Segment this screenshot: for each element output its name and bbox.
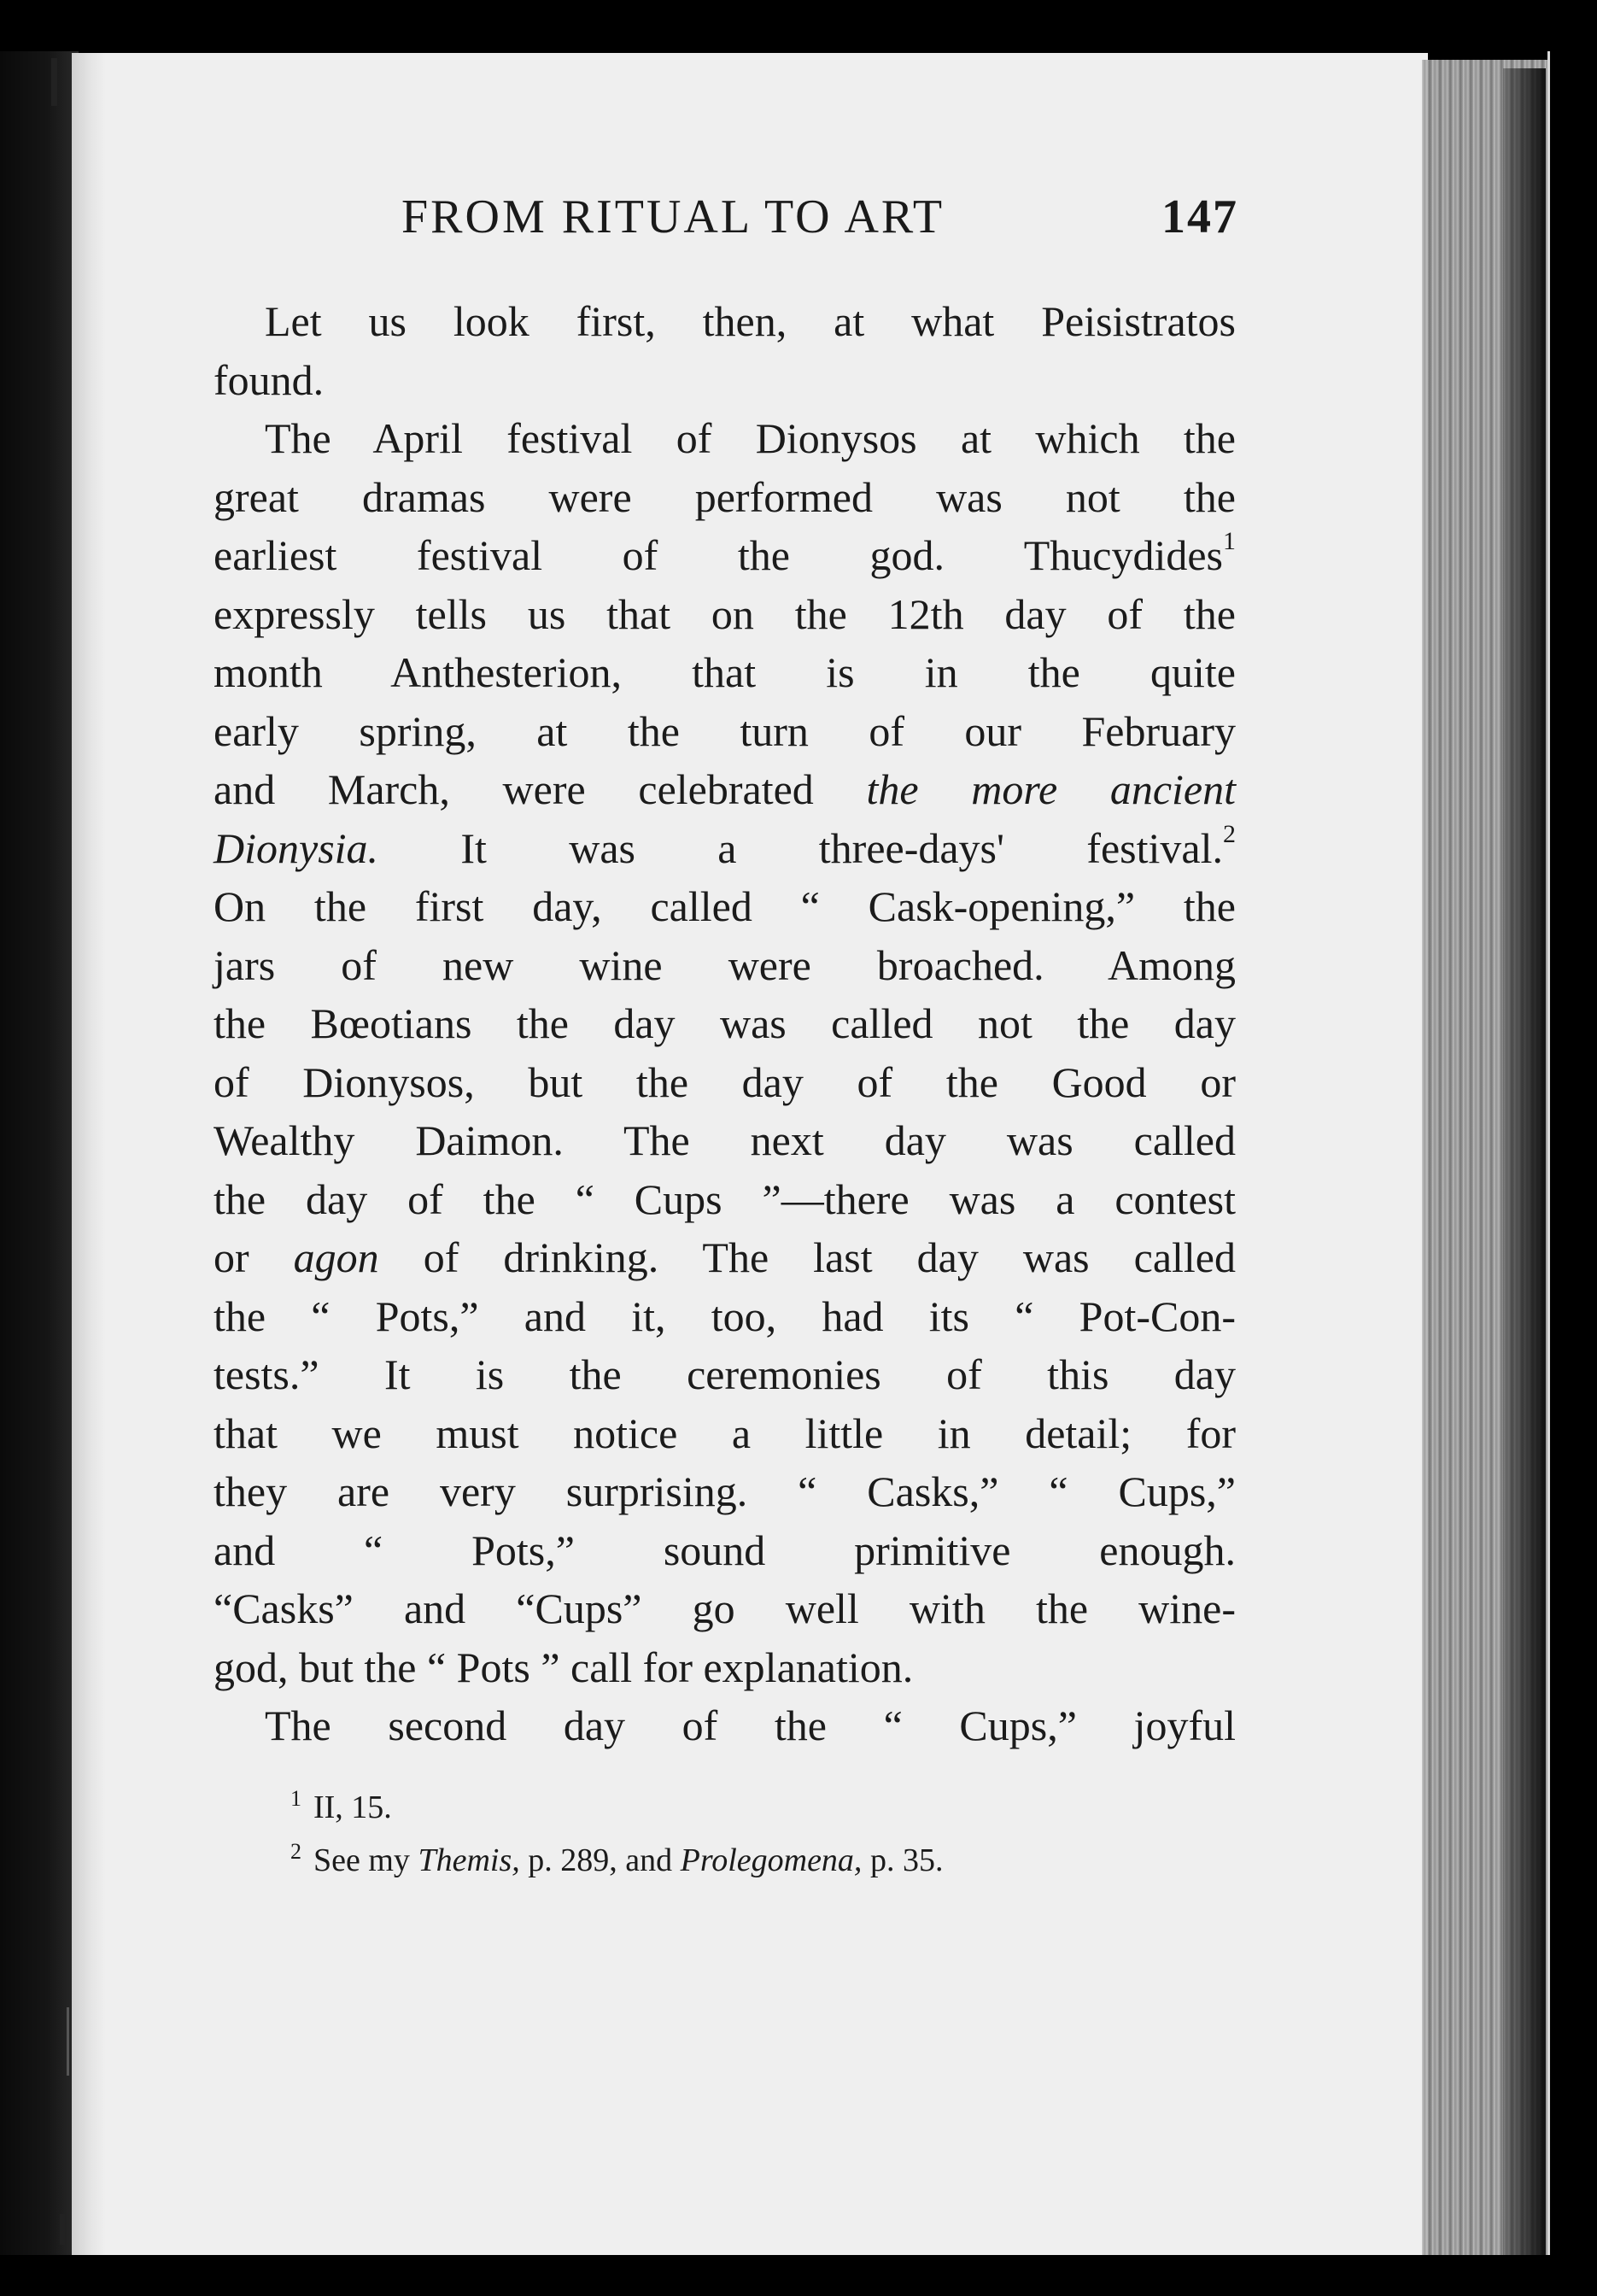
footnotes (290, 1777, 1230, 1883)
footnote-ref-1: 1 (1223, 527, 1236, 555)
text-line: they are very surprising. “ Casks,” “ Cups,” (214, 1467, 1236, 1515)
text-line: the Bœotians the day was called not the day (214, 999, 1236, 1047)
left-binding-shadow (0, 51, 79, 2255)
running-title: FROM RITUAL TO ART (401, 190, 945, 243)
text-line: expressly tells us that on the 12th day of the (214, 589, 1236, 638)
text-line: tests.” It is the ceremonies of this day (214, 1350, 1236, 1398)
text-line: The second day of the “ Cups,” joyful (265, 1702, 1236, 1749)
text-line: “Casks” and “Cups” go well with the wine- (214, 1584, 1236, 1632)
margin-mark-bottom-left (60, 2214, 65, 2245)
text-line: of Dionysos, but the day of the Good or (214, 1057, 1236, 1106)
text-line: month Anthesterion, that is in the quite (214, 648, 1236, 696)
text-line: that we must notice a little in detail; for (214, 1409, 1236, 1457)
text-line: and “ Pots,” sound primitive enough. (214, 1526, 1236, 1574)
page-gutter-shading (72, 53, 106, 2257)
bottom-scan-border (0, 2255, 1597, 2296)
text-line: Let us look first, then, at what Peisistratos (265, 297, 1236, 345)
text-line: earliest festival of the god. Thucydides$^1$ (214, 527, 1236, 579)
text-line: Wealthy Daimon. The next day was called (214, 1116, 1236, 1164)
body-text (214, 292, 1236, 1755)
text-line: jars of new wine were broached. Among (214, 940, 1236, 989)
text-line: On the first day, called “ Cask-opening,” the (214, 882, 1236, 930)
footnote-ref-2: 2 (1223, 819, 1236, 848)
page-edge-shadow (1503, 68, 1546, 2255)
text-line: and March, were celebrated the more ancient (214, 765, 1236, 813)
scan-border-line (1547, 51, 1550, 2255)
text-line: Dionysia. It was a three-days' festival.$^2$ (214, 819, 1236, 872)
footnote-2: $^2$ See my Themis, p. 289, and Prolegomena, p. 35. (290, 1839, 944, 1878)
margin-mark-left (67, 2007, 69, 2076)
text-line: The April festival of Dionysos at which the (265, 414, 1236, 462)
text-line: god, but the “ Pots ” call for explanation. (214, 1643, 914, 1691)
text-line: great dramas were performed was not the (214, 472, 1236, 521)
text-line: the “ Pots,” and it, too, had its “ Pot-Con- (214, 1292, 1236, 1340)
footnote-1: $^1$ II, 15. (290, 1786, 392, 1825)
text-line: found. (214, 355, 325, 404)
margin-mark-top-left (51, 58, 57, 106)
running-header (214, 190, 1238, 249)
page-number: 147 (1161, 190, 1238, 243)
text-line: or agon of drinking. The last day was called (214, 1233, 1236, 1281)
text-line: the day of the “ Cups ”—there was a contest (214, 1174, 1236, 1223)
text-line: early spring, at the turn of our February (214, 706, 1236, 755)
